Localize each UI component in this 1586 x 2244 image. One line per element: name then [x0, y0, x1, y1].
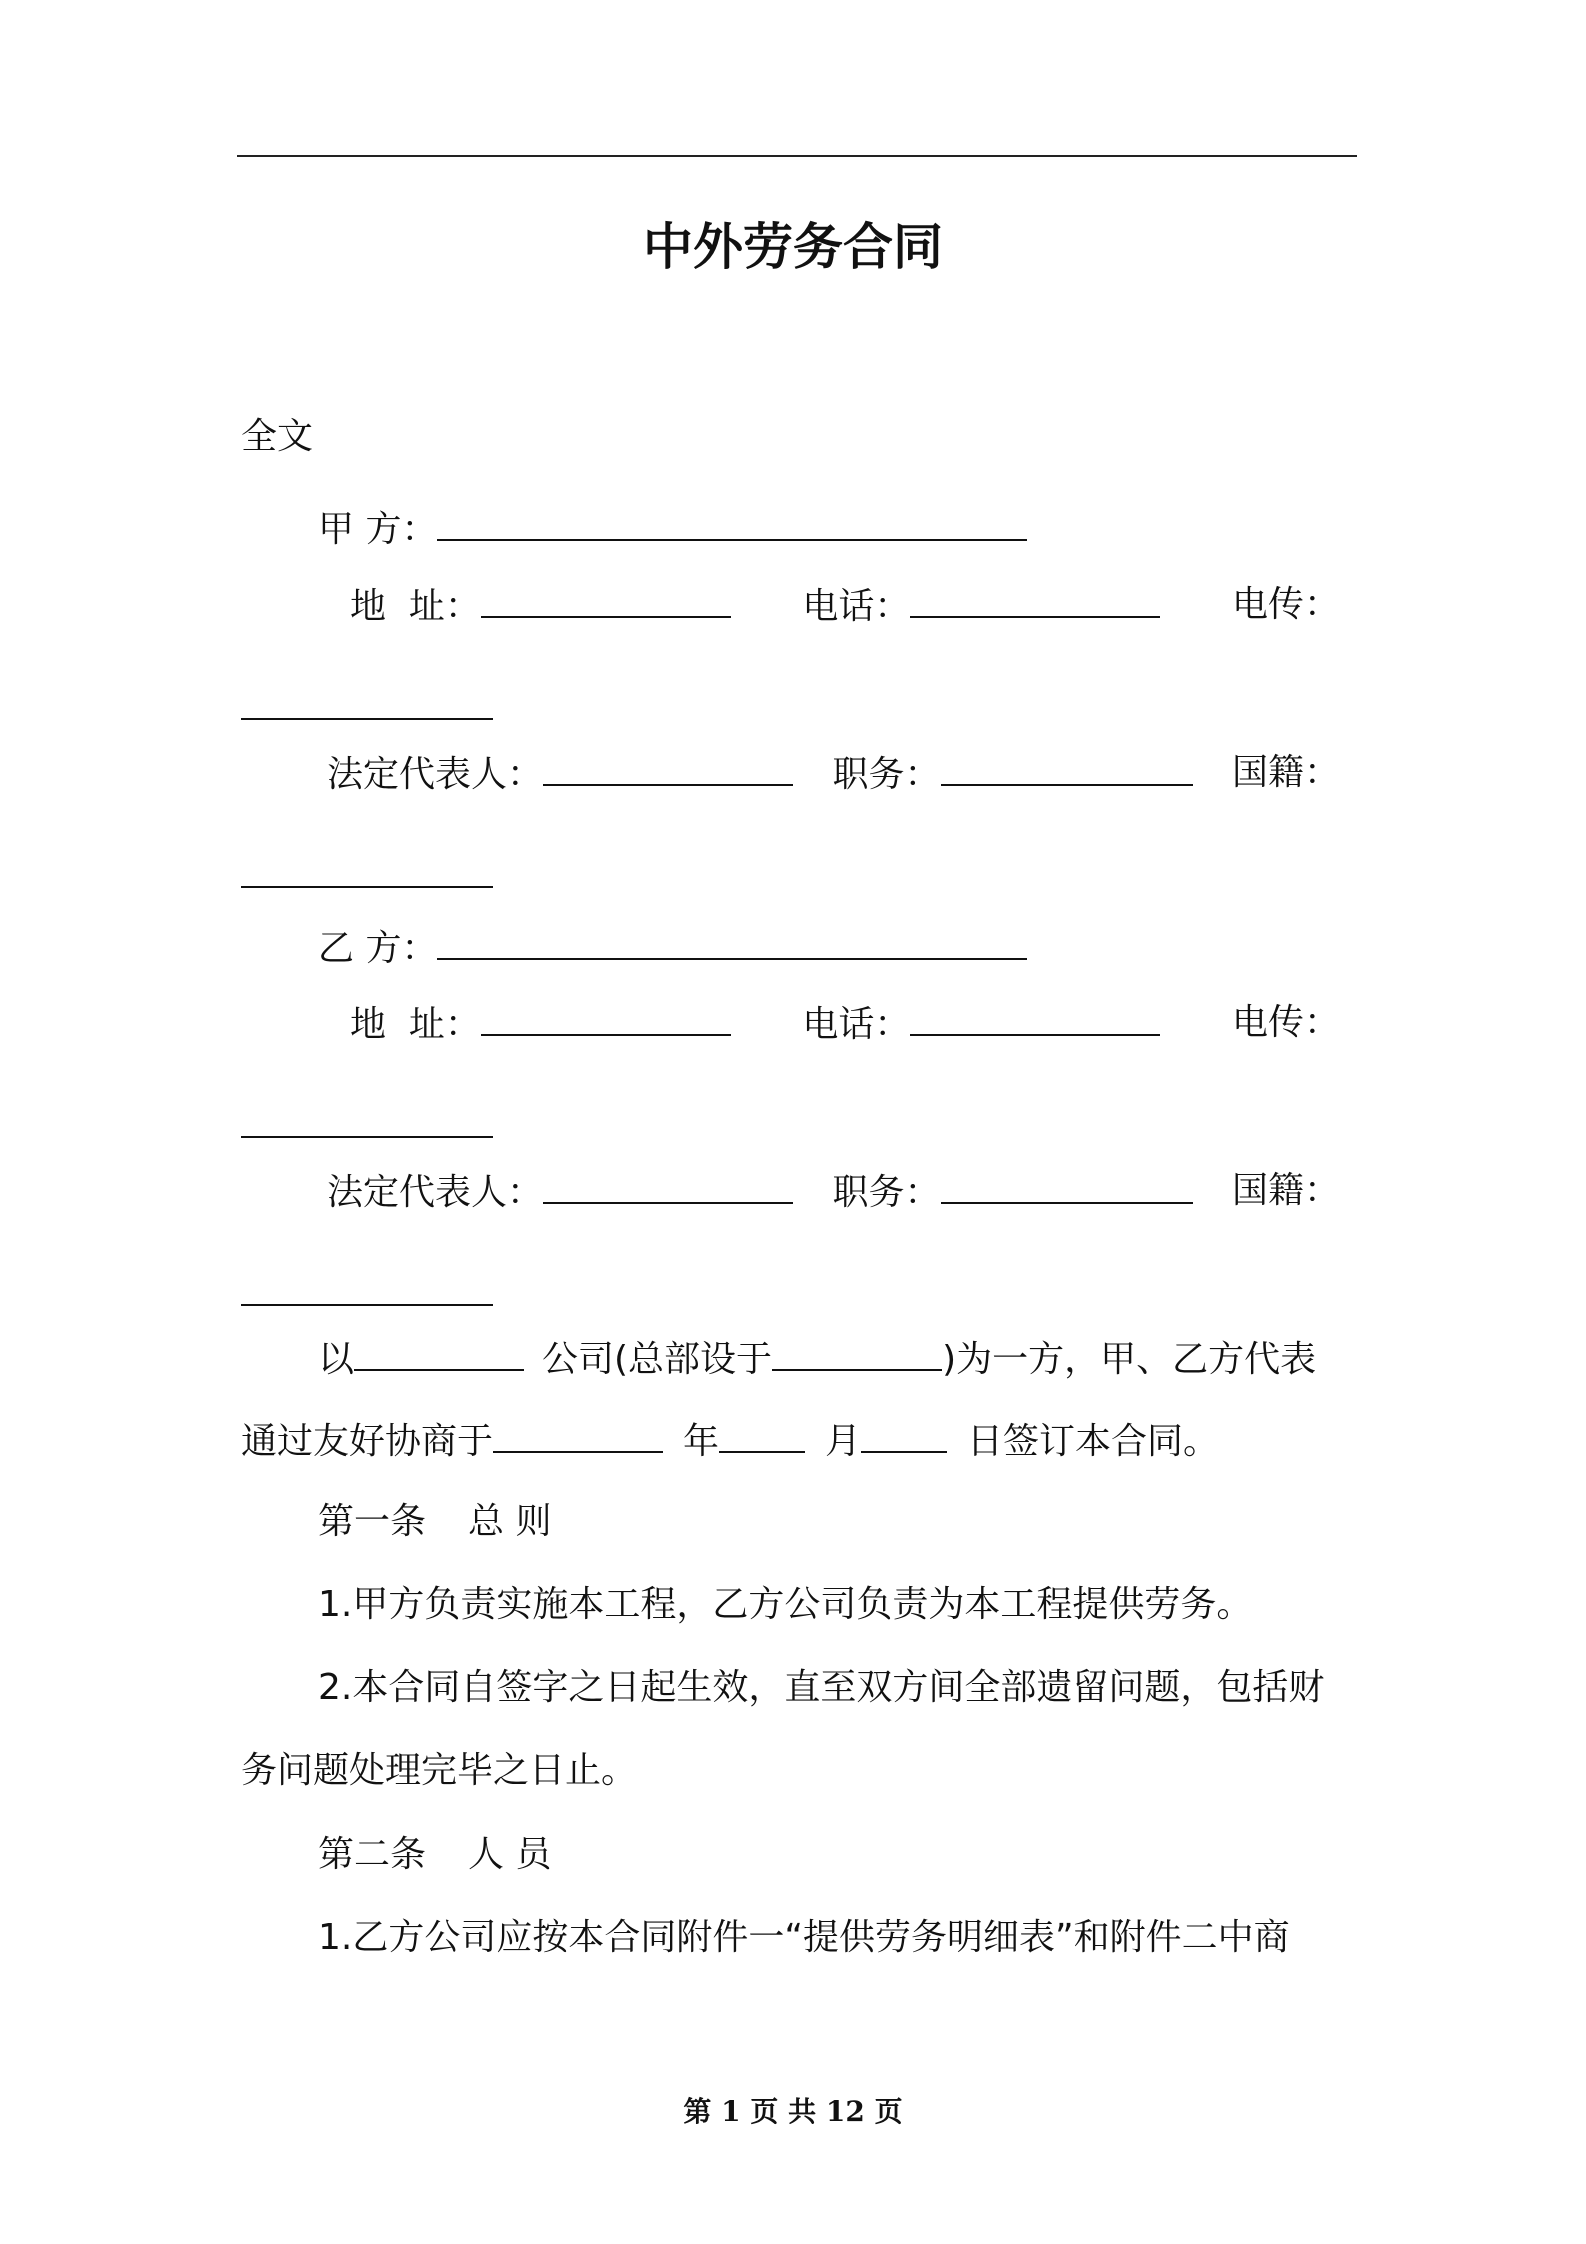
party-b-fax-line — [241, 1100, 493, 1152]
party-a-blank[interactable] — [437, 503, 1027, 541]
party-b-blank[interactable] — [437, 922, 1027, 960]
document-title: 中外劳务合同 — [643, 218, 943, 276]
party-a-address-blank[interactable] — [481, 580, 731, 618]
section-label: 全文 — [241, 416, 314, 457]
party-b-position-blank[interactable] — [941, 1166, 1193, 1204]
party-a-nationality-line — [241, 850, 493, 902]
party-a-phone-blank[interactable] — [910, 580, 1160, 618]
party-b-phone-blank[interactable] — [910, 998, 1160, 1036]
party-b-nationality-line — [241, 1268, 493, 1320]
article-1-number: 第一条 — [318, 1501, 427, 1542]
intro-part4: 通过友好协商于 — [241, 1421, 494, 1462]
party-a-contact-line — [350, 580, 1340, 632]
party-a-line — [318, 503, 1027, 555]
article-2-heading — [318, 1830, 551, 1880]
party-b-phone-label: 电话： — [802, 1004, 911, 1045]
header-rule — [237, 155, 1357, 157]
intro-part1: 以 — [318, 1339, 355, 1380]
intro-year-blank[interactable] — [719, 1415, 805, 1453]
article-2-name: 人 员 — [468, 1834, 552, 1875]
party-b-fax-blank[interactable] — [241, 1100, 493, 1138]
intro-sign-date-blank[interactable] — [493, 1415, 663, 1453]
party-a-nationality-blank[interactable] — [241, 850, 493, 888]
party-a-rep-blank[interactable] — [543, 748, 793, 786]
intro-part3: )为一方，甲、乙方代表 — [942, 1339, 1317, 1380]
intro-company-blank[interactable] — [354, 1333, 524, 1371]
party-a-phone-label: 电话： — [802, 586, 911, 627]
party-a-fax-line — [241, 682, 493, 734]
party-a-nationality-label: 国籍： — [1231, 752, 1340, 793]
intro-day: 日签订本合同。 — [967, 1421, 1220, 1462]
party-b-contact-line — [350, 998, 1340, 1050]
article-1-heading — [318, 1497, 551, 1547]
intro-line-2 — [241, 1415, 1219, 1467]
intro-part2: 公司(总部设于 — [542, 1339, 773, 1380]
article-1-name: 总 则 — [468, 1501, 552, 1542]
intro-year: 年 — [683, 1421, 720, 1462]
party-b-rep-blank[interactable] — [543, 1166, 793, 1204]
party-b-address-label: 地 址： — [350, 1004, 481, 1045]
article-1-clause-2-line-1: 2.本合同自签字之日起生效，直至双方间全部遗留问题，包括财 — [318, 1667, 1325, 1708]
party-b-address-blank[interactable] — [481, 998, 731, 1036]
party-b-label: 乙 方： — [318, 928, 438, 969]
party-a-rep-label: 法定代表人： — [327, 754, 544, 795]
article-2-number: 第二条 — [318, 1834, 427, 1875]
party-a-position-label: 职务： — [832, 754, 941, 795]
party-a-fax-label: 电传： — [1231, 584, 1340, 625]
party-b-fax-label: 电传： — [1231, 1002, 1340, 1043]
intro-month: 月 — [825, 1421, 862, 1462]
article-1-clause-2-line-2: 务问题处理完毕之日止。 — [241, 1750, 638, 1791]
party-b-rep-line — [327, 1166, 1340, 1218]
article-1-clause-1: 1.甲方负责实施本工程，乙方公司负责为本工程提供劳务。 — [318, 1584, 1253, 1625]
party-a-label: 甲 方： — [318, 509, 438, 550]
party-a-fax-blank[interactable] — [241, 682, 493, 720]
page-number-footer: 第 1 页 共 12 页 — [683, 2095, 903, 2128]
party-a-address-label: 地 址： — [350, 586, 481, 627]
party-a-position-blank[interactable] — [941, 748, 1193, 786]
party-b-line — [318, 922, 1027, 974]
intro-line-1 — [318, 1333, 1316, 1385]
party-b-rep-label: 法定代表人： — [327, 1172, 544, 1213]
intro-month-blank[interactable] — [861, 1415, 947, 1453]
party-b-position-label: 职务： — [832, 1172, 941, 1213]
party-a-rep-line — [327, 748, 1340, 800]
intro-hq-blank[interactable] — [772, 1333, 942, 1371]
party-b-nationality-label: 国籍： — [1231, 1170, 1340, 1211]
article-2-clause-1-line-1: 1.乙方公司应按本合同附件一“提供劳务明细表”和附件二中商 — [318, 1917, 1290, 1958]
party-b-nationality-blank[interactable] — [241, 1268, 493, 1306]
